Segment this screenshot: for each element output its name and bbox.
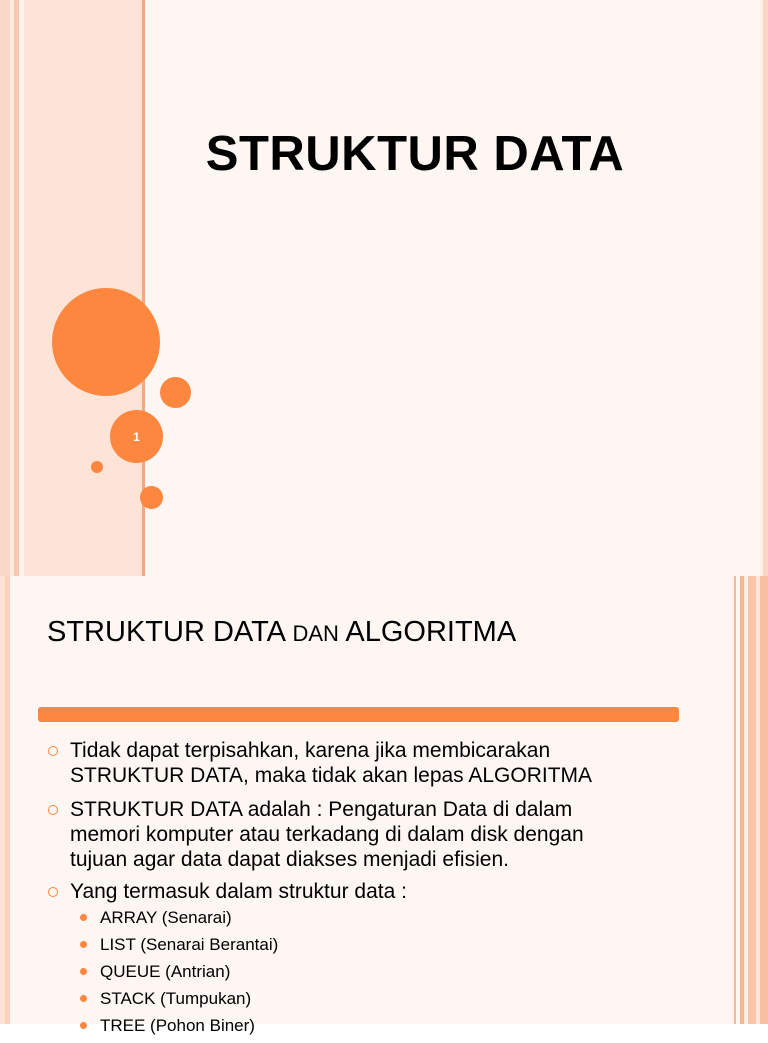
title-underline-bar: [38, 707, 679, 722]
ring-bullet-icon: [48, 805, 58, 815]
ring-bullet-icon: [48, 887, 58, 897]
decorative-circle-tiny: [91, 461, 103, 473]
slide-number: 1: [133, 429, 140, 444]
slide-number-badge: [110, 410, 163, 463]
decorative-edge: [0, 576, 10, 1024]
ring-bullet-icon: [48, 746, 58, 756]
bullet-line: STRUKTUR DATA, maka tidak akan lepas ALGORITMA: [70, 764, 593, 787]
decorative-edge: [760, 0, 768, 576]
decorative-circle-large: [52, 288, 160, 396]
dot-bullet-icon: [80, 941, 87, 948]
dot-bullet-icon: [80, 914, 87, 921]
bullet-line: tujuan agar data dapat diakses menjadi efisien.: [70, 848, 509, 871]
bullet-line: STRUKTUR DATA adalah : Pengaturan Data di dalam: [70, 798, 573, 821]
dot-bullet-icon: [80, 1022, 87, 1029]
bullet-item: [70, 738, 690, 788]
decorative-circle-medium: [160, 377, 191, 408]
dot-bullet-icon: [80, 995, 87, 1002]
slide-2: [0, 576, 768, 1035]
decorative-stripes: [734, 576, 768, 1024]
list-item: TREE (Pohon Biner): [100, 1016, 278, 1043]
slide-2-title: [47, 616, 516, 649]
list-item: STACK (Tumpukan): [100, 989, 278, 1016]
bullet-item: [70, 879, 690, 904]
decorative-stripes: [0, 0, 150, 576]
dot-bullet-icon: [80, 968, 87, 975]
list-item: ARRAY (Senarai): [100, 908, 278, 935]
data-structure-list: [100, 908, 278, 1043]
bullet-line: memori komputer atau terkadang di dalam disk dengan: [70, 823, 584, 846]
title-part-1: STRUKTUR DATA: [47, 616, 285, 648]
list-item: LIST (Senarai Berantai): [100, 935, 278, 962]
slide-1-title: STRUKTUR DATA: [205, 127, 625, 181]
title-part-3: ALGORITMA: [345, 616, 517, 648]
bullet-line: Yang termasuk dalam struktur data :: [70, 880, 407, 903]
list-item: QUEUE (Antrian): [100, 962, 278, 989]
bullet-line: Tidak dapat terpisahkan, karena jika membicarakan: [70, 739, 551, 762]
decorative-circle-small: [140, 486, 163, 509]
title-part-2: DAN: [292, 621, 339, 646]
bullet-item: [70, 797, 690, 872]
